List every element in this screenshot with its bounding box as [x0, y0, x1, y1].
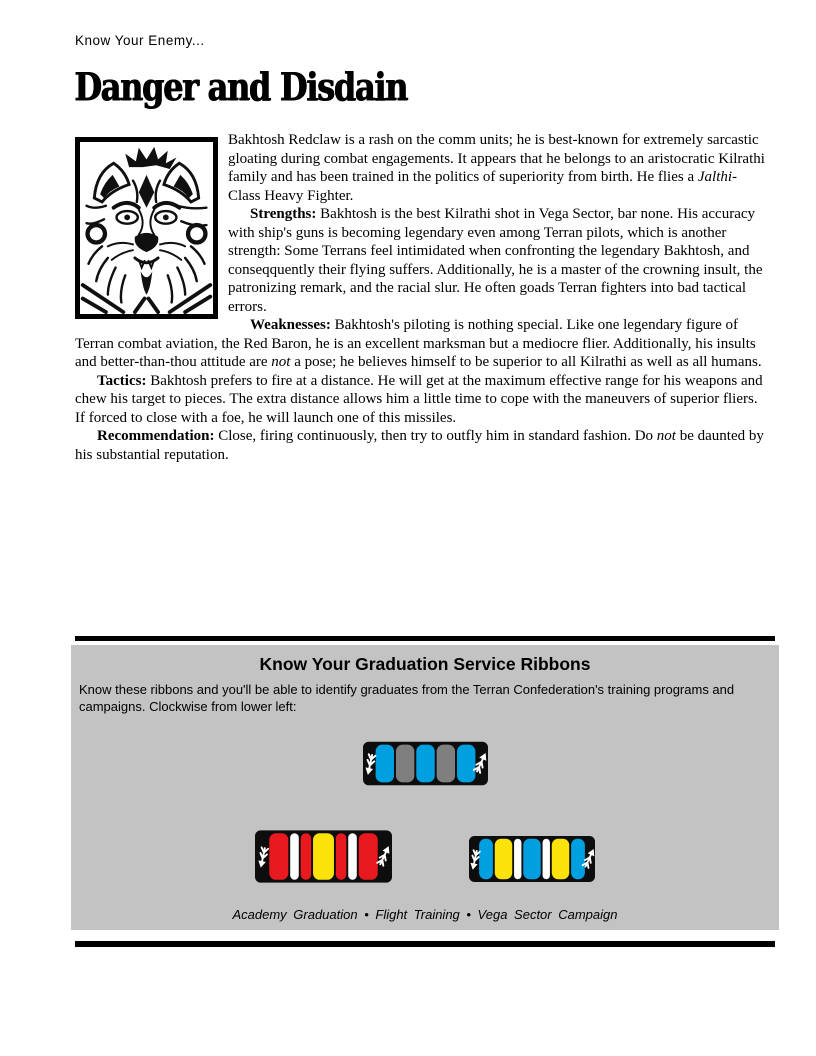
section-eyebrow: Know Your Enemy...	[75, 33, 205, 48]
paragraph-text: Bakhtosh Redclaw is a rash on the comm units; he is best-known for extremely sarcastic gloating during combat engagements. It appears that he belongs to an aristocratic Kilrathi family and has been trained in the politics of superiority from birth. He flies a	[228, 132, 765, 185]
paragraph-text: -Class Heavy Fighter.	[228, 169, 738, 204]
ribbon-row-bottom	[71, 829, 779, 884]
divider-rule-top	[75, 636, 775, 641]
kilrathi-face-drawing	[80, 142, 213, 314]
paragraph-text: Close, firing continuously, then try to outfly him in standard fashion. Do	[214, 428, 657, 444]
paragraph-text: Bakhtosh is the best Kilrathi shot in Vega Sector, bar none. His accuracy with ship's guns is becoming legendary even among Terran pilots, which is another strength: Some Terrans feel intimidated when confronting the legendary Bakhtosh, and conseqquently their flying suffers. Additionally, he is a master of the crowning insult, the patronizing remark, and the racial slur. He often goads Terran fighters into bad tactical errors.	[228, 206, 763, 315]
paragraph-text: Bakhtosh prefers to fire at a distance. He will get at the maximum effective range for his weapons and chew his target to pieces. The extra distance allows him a little time to cope with the maneuvers of superior fliers. If forced to close with a foe, he will launch one of this missiles.	[75, 372, 763, 426]
italic-term: Jalthi	[697, 169, 733, 185]
divider-rule-bottom	[75, 941, 775, 947]
ribbons-caption: Academy Graduation • Flight Training • Vega Sector Campaign	[232, 907, 618, 922]
ribbon-flight-training	[363, 741, 488, 786]
paragraph-label: Recommendation:	[97, 428, 215, 444]
italic-term: not	[656, 428, 676, 444]
ribbon-row-top	[71, 741, 779, 786]
recommendation-paragraph	[75, 427, 765, 464]
tactics-paragraph	[75, 372, 765, 428]
enemy-profile-article	[75, 131, 765, 464]
paragraph-label: Strengths:	[250, 206, 317, 222]
paragraph-text: be daunted by his substantial reputation.	[75, 428, 764, 463]
paragraph-text: a pose; he believes himself to be superior to all Kilrathi as well as all humans.	[290, 354, 762, 370]
page-title: Danger and Disdain	[74, 64, 407, 109]
paragraph-label: Weaknesses:	[250, 317, 331, 333]
ribbons-panel	[71, 645, 779, 930]
paragraph-text: Bakhtosh's piloting is nothing special. Like one legendary figure of Terran combat aviation, the Red Baron, he is an excellent marksman but a mediocre flier. Additionally, his insults and better-than-thou attitude are	[75, 317, 756, 370]
weaknesses-paragraph	[75, 316, 765, 372]
italic-term: not	[271, 354, 291, 370]
ribbon-academy-graduation	[255, 829, 392, 884]
ribbon-vega-sector-campaign	[469, 834, 595, 884]
paragraph-label: Tactics:	[97, 372, 147, 389]
ribbons-panel-title: Know Your Graduation Service Ribbons	[259, 654, 591, 674]
kilrathi-portrait-illustration	[75, 137, 218, 319]
ribbons-panel-intro: Know these ribbons and you'll be able to identify graduates from the Terran Confederation's training programs and campaigns. Clockwise from lower left:	[79, 682, 735, 714]
